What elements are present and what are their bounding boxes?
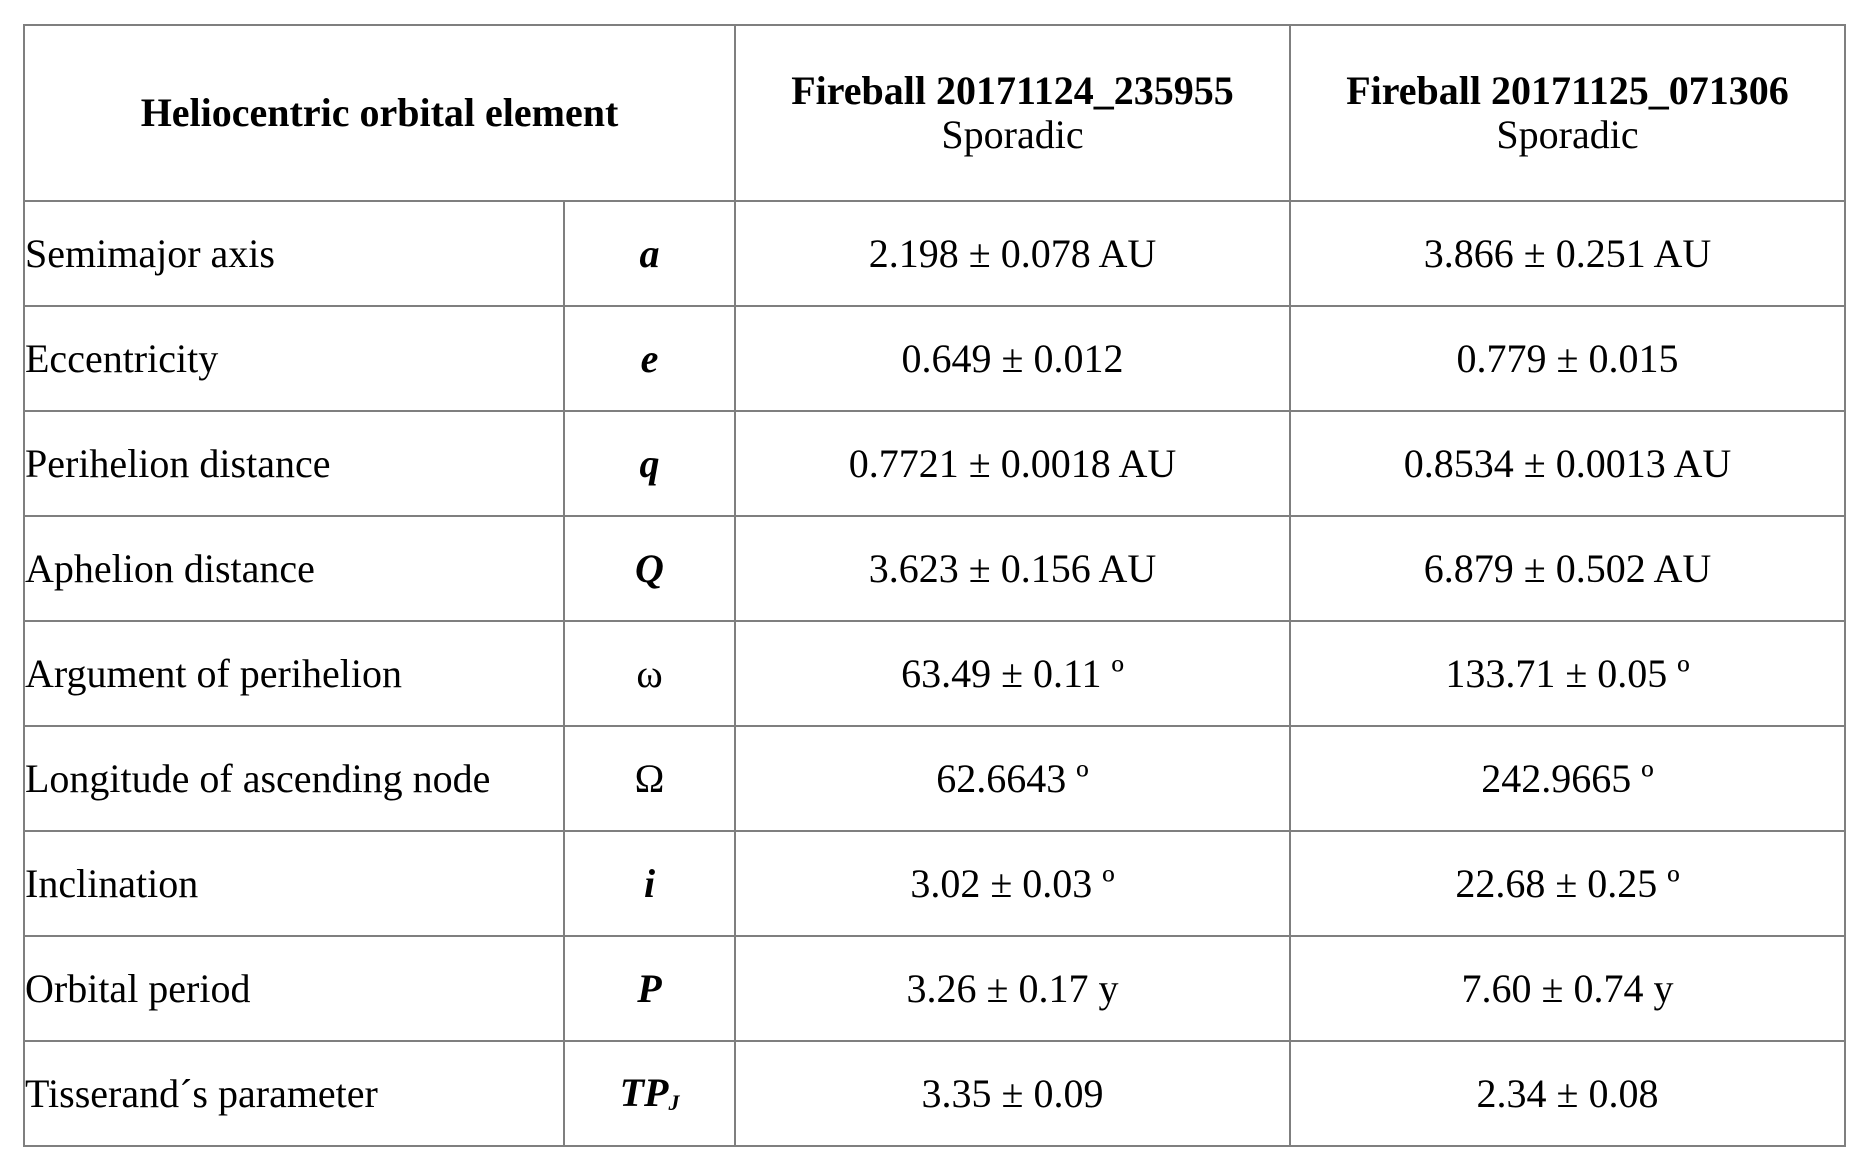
- fireball-1-value: 3.35 ± 0.09: [735, 1041, 1290, 1146]
- element-name: Eccentricity: [24, 306, 564, 411]
- table-row: [24, 201, 1845, 306]
- table-row: [24, 1041, 1845, 1146]
- fireball-2-value: 133.71 ± 0.05 º: [1290, 621, 1845, 726]
- element-symbol: i: [564, 831, 735, 936]
- fireball-2-value: 22.68 ± 0.25 º: [1290, 831, 1845, 936]
- table-row: [24, 516, 1845, 621]
- fireball-1-value: 0.649 ± 0.012: [735, 306, 1290, 411]
- element-name: Longitude of ascending node: [24, 726, 564, 831]
- element-name: Orbital period: [24, 936, 564, 1041]
- element-symbol: Ω: [564, 726, 735, 831]
- element-symbol: e: [564, 306, 735, 411]
- element-symbol: a: [564, 201, 735, 306]
- fireball-2-value: 0.779 ± 0.015: [1290, 306, 1845, 411]
- header-row: [24, 25, 1845, 201]
- element-symbol: ω: [564, 621, 735, 726]
- fireball-2-title: Fireball 20171125_071306: [1346, 68, 1789, 113]
- element-name: Inclination: [24, 831, 564, 936]
- element-name: Perihelion distance: [24, 411, 564, 516]
- fireball-2-value: 0.8534 ± 0.0013 AU: [1290, 411, 1845, 516]
- fireball-1-value: 3.26 ± 0.17 y: [735, 936, 1290, 1041]
- element-name: Aphelion distance: [24, 516, 564, 621]
- fireball-2-value: 7.60 ± 0.74 y: [1290, 936, 1845, 1041]
- fireball-1-value: 63.49 ± 0.11 º: [735, 621, 1290, 726]
- element-symbol: q: [564, 411, 735, 516]
- table-row: [24, 411, 1845, 516]
- orbital-elements-table: [23, 24, 1846, 1147]
- element-symbol: [564, 1041, 735, 1146]
- fireball-1-value: 3.02 ± 0.03 º: [735, 831, 1290, 936]
- fireball-1-value: 62.6643 º: [735, 726, 1290, 831]
- table-row: [24, 936, 1845, 1041]
- element-symbol: P: [564, 936, 735, 1041]
- fireball-2-value: 242.9665 º: [1290, 726, 1845, 831]
- table-row: [24, 726, 1845, 831]
- fireball-1-value: 3.623 ± 0.156 AU: [735, 516, 1290, 621]
- symbol-subscript: J: [668, 1090, 680, 1116]
- fireball-1-value: 2.198 ± 0.078 AU: [735, 201, 1290, 306]
- table-row: [24, 306, 1845, 411]
- fireball-1-subtitle: Sporadic: [941, 112, 1084, 157]
- fireball-1-value: 0.7721 ± 0.0018 AU: [735, 411, 1290, 516]
- table-row: [24, 831, 1845, 936]
- element-column-header: [24, 25, 735, 201]
- element-name: Tisserand´s parameter: [24, 1041, 564, 1146]
- element-symbol: Q: [564, 516, 735, 621]
- fireball-2-column-header: [1290, 25, 1845, 201]
- fireball-2-subtitle: Sporadic: [1496, 112, 1639, 157]
- fireball-2-value: 2.34 ± 0.08: [1290, 1041, 1845, 1146]
- fireball-1-title: Fireball 20171124_235955: [791, 68, 1234, 113]
- fireball-2-value: 6.879 ± 0.502 AU: [1290, 516, 1845, 621]
- element-column-title: Heliocentric orbital element: [140, 90, 619, 135]
- fireball-2-value: 3.866 ± 0.251 AU: [1290, 201, 1845, 306]
- symbol-main: TP: [619, 1070, 669, 1116]
- element-name: Semimajor axis: [24, 201, 564, 306]
- table-row: [24, 621, 1845, 726]
- element-name: Argument of perihelion: [24, 621, 564, 726]
- fireball-1-column-header: [735, 25, 1290, 201]
